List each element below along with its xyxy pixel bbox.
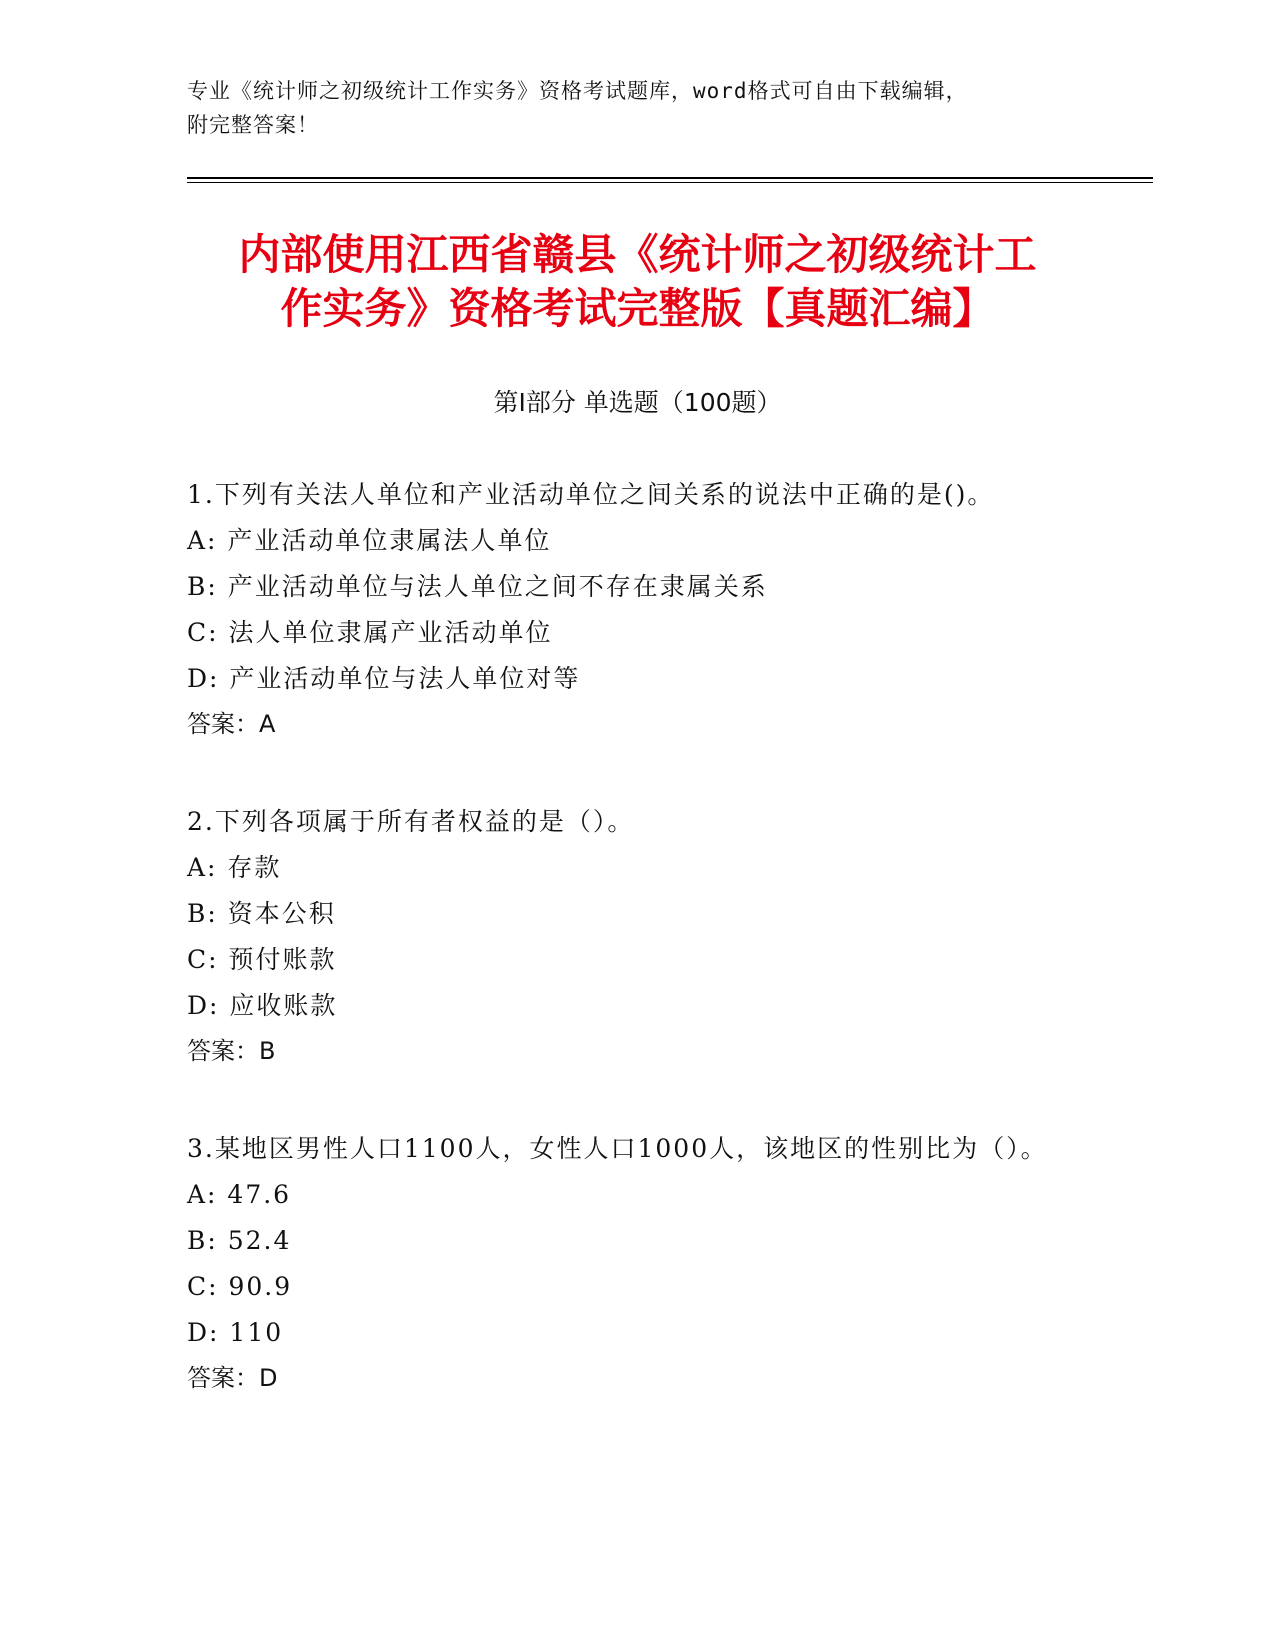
option-b: B: 产业活动单位与法人单位之间不存在隶属关系 — [187, 572, 768, 601]
header-note-line-2: 附完整答案！ — [187, 113, 319, 137]
option-a: A: 47.6 — [187, 1180, 292, 1209]
question-text: 3.某地区男性人口1100人，女性人口1000人，该地区的性别比为（）。 — [187, 1134, 1048, 1163]
answer-text: 答案：D — [187, 1364, 278, 1392]
document-title — [150, 228, 1125, 336]
option-c: C: 预付账款 — [187, 945, 337, 974]
question-item — [187, 472, 1087, 746]
option-c: C: 法人单位隶属产业活动单位 — [187, 618, 553, 647]
question-list — [187, 472, 1087, 1453]
question-text: 1.下列有关法人单位和产业活动单位之间关系的说法中正确的是()。 — [187, 480, 995, 509]
option-b: B: 52.4 — [187, 1226, 292, 1255]
header-note-line-1: 专业《统计师之初级统计工作实务》资格考试题库，word格式可自由下载编辑， — [187, 79, 968, 103]
option-c: C: 90.9 — [187, 1272, 293, 1301]
option-a: A: 产业活动单位隶属法人单位 — [187, 526, 552, 555]
option-d: D: 产业活动单位与法人单位对等 — [187, 664, 581, 693]
option-b: B: 资本公积 — [187, 899, 336, 928]
answer-text: 答案：B — [187, 1037, 276, 1065]
answer-text: 答案：A — [187, 710, 276, 738]
question-text: 2.下列各项属于所有者权益的是（）。 — [187, 807, 635, 836]
header-divider-thick — [187, 177, 1153, 179]
document-title-line-2: 作实务》资格考试完整版【真题汇编】 — [280, 284, 995, 333]
option-a: A: 存款 — [187, 853, 282, 882]
document-title-line-1: 内部使用江西省赣县《统计师之初级统计工 — [238, 230, 1037, 279]
header-note — [187, 74, 1087, 142]
header-divider-thin — [187, 182, 1153, 183]
question-item — [187, 1126, 1087, 1400]
option-d: D: 110 — [187, 1318, 284, 1347]
question-item — [187, 799, 1087, 1073]
section-title: 第Ⅰ部分 单选题（100题） — [493, 388, 782, 417]
option-d: D: 应收账款 — [187, 991, 338, 1020]
